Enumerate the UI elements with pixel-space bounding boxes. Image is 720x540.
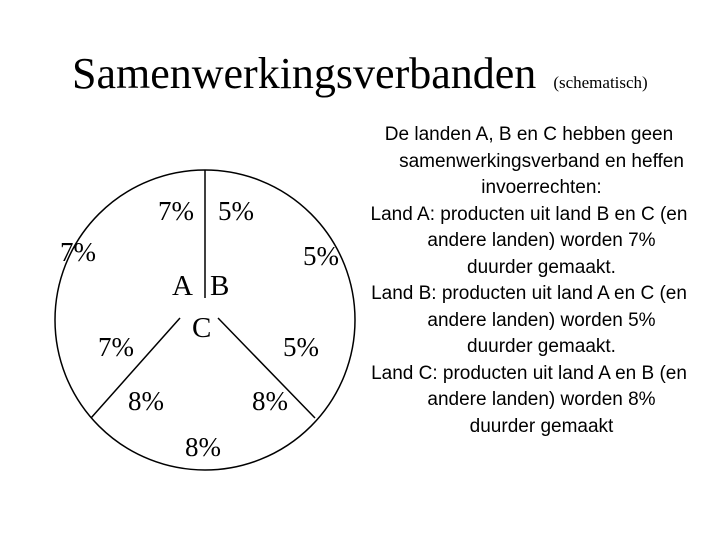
description-land-a: Land A: producten uit land B en C (en andere landen) worden 7% duurder gemaakt. (370, 203, 688, 278)
country-b-label: B (210, 270, 230, 302)
title-text: Samenwerkingsverbanden (72, 49, 537, 98)
description-land-c: Land C: producten uit land A en B (en andere landen) worden 8% duurder gemaakt (371, 362, 687, 437)
tariff-b-outer: 5% (303, 241, 339, 271)
tariff-c-right: 8% (252, 386, 288, 416)
tariff-b-lower: 5% (283, 332, 319, 362)
description-text (370, 122, 688, 440)
tariff-b-inner: 5% (218, 196, 254, 226)
country-a-label: A (172, 270, 193, 302)
tariff-a-lower: 7% (98, 332, 134, 362)
description-intro: De landen A, B en C hebben geen samenwerkingsverband en heffen invoerrechten: (384, 124, 684, 198)
title-subtitle: (schematisch) (553, 73, 648, 92)
country-c-label: C (192, 312, 212, 344)
tariff-c-bottom: 8% (185, 432, 221, 462)
tariff-a-inner: 7% (158, 196, 194, 226)
description-land-b: Land B: producten uit land A en C (en andere landen) worden 5% duurder gemaakt. (371, 283, 687, 357)
tariff-a-outer: 7% (60, 237, 96, 267)
tariff-c-left: 8% (128, 386, 164, 416)
